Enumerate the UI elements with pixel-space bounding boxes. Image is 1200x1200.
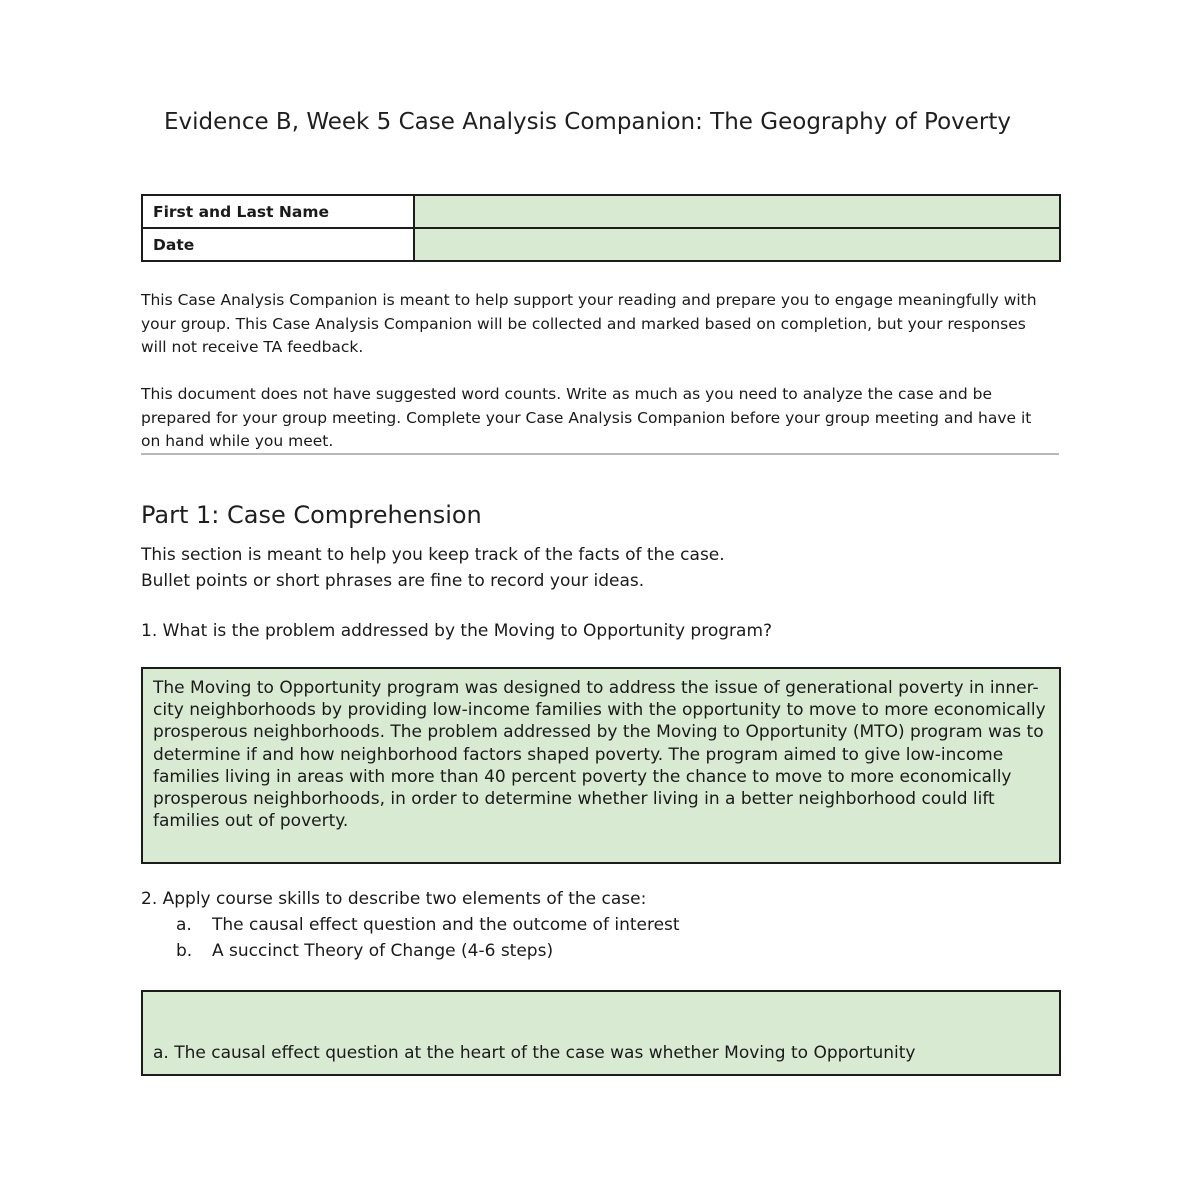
list-marker: a. [176, 915, 192, 935]
name-label: First and Last Name [142, 195, 414, 228]
answer-2-field[interactable]: a. The causal effect question at the heart of the case was whether Moving to Opportunity [141, 990, 1061, 1076]
list-item [176, 939, 680, 965]
section-intro-line-2: Bullet points or short phrases are fine to record your ideas. [141, 570, 645, 591]
question-1: 1. What is the problem addressed by the Moving to Opportunity program? [141, 621, 773, 641]
list-marker: b. [176, 940, 193, 961]
intro-paragraph-1: This Case Analysis Companion is meant to help support your reading and prepare you to engage meaningfully with your group. This Case Analysis Companion will be collected and marked based on completion, but your responses will not receive TA feedback. [141, 291, 1037, 356]
horizontal-divider [141, 453, 1059, 455]
name-field[interactable] [414, 195, 1060, 228]
section-intro-line-1: This section is meant to help you keep track of the facts of the case. [141, 545, 725, 565]
question-2-sublist [176, 913, 680, 964]
date-field[interactable] [414, 228, 1060, 261]
answer-1-field[interactable]: The Moving to Opportunity program was designed to address the issue of generational poverty in inner-city neighborhoods by providing low-income families with the opportunity to move to more economically prosperous neighborhoods. The problem addressed by the Moving to Opportunity (MTO) program was to determine if and how neighborhood factors shaped poverty. The program aimed to give low-income families living in areas with more than 40 percent poverty the chance to move to more economically prosperous neighborhoods, in order to determine whether living in a better neighborhood could lift families out of poverty. [141, 667, 1061, 864]
date-label: Date [142, 228, 414, 261]
list-item [176, 913, 680, 939]
table-row [142, 228, 1060, 261]
student-info-table [141, 194, 1061, 262]
table-row [142, 195, 1060, 228]
question-2: 2. Apply course skills to describe two elements of the case: [141, 889, 647, 909]
part-1-heading: Part 1: Case Comprehension [141, 501, 482, 529]
section-intro [141, 543, 725, 594]
list-item-text: The causal effect question and the outcome of interest [212, 915, 680, 935]
intro-paragraph-2: This document does not have suggested word counts. Write as much as you need to analyze the case and be prepared for your group meeting. Complete your Case Analysis Companion before your group meeting and have it on hand while you meet. [141, 385, 1032, 450]
document-title: Evidence B, Week 5 Case Analysis Companion: The Geography of Poverty [163, 109, 1012, 135]
list-item-text: A succinct Theory of Change (4-6 steps) [212, 940, 554, 961]
